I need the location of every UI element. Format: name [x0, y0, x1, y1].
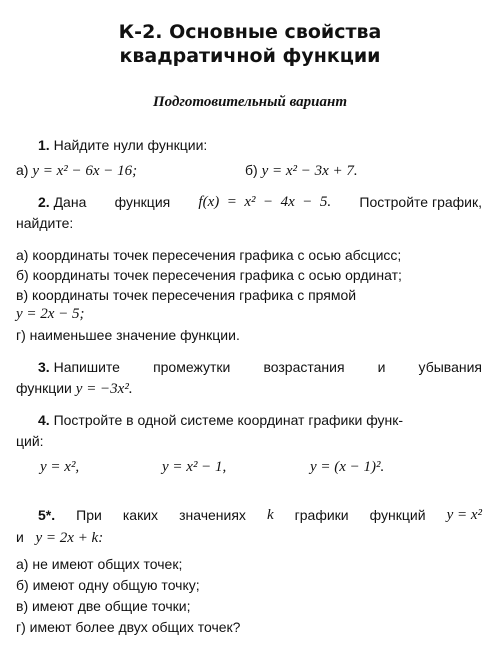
task1-number: 1.	[38, 137, 50, 153]
task4-heading	[38, 411, 403, 429]
task1-a-formula: y = x² − 6x − 16;	[32, 163, 138, 179]
task5-word: графики	[294, 507, 349, 523]
task2-heading	[38, 193, 482, 211]
task5-formula-1: y = x²	[446, 507, 482, 523]
task3-word: промежутки	[153, 359, 231, 375]
task2-item-b: б) координаты точек пересечения графика с осью ординат;	[16, 267, 402, 283]
task1-heading	[38, 136, 207, 154]
task2-formula: f(x) = x² − 4x − 5.	[198, 194, 332, 210]
task3-word: Напишите	[53, 359, 120, 375]
task4-formula-1: y = x²,	[40, 459, 80, 475]
task3-line1	[38, 358, 482, 376]
task3-word: возрастания	[263, 359, 345, 375]
task5-and: и	[16, 529, 24, 545]
task2-item-c: в) координаты точек пересечения графика с прямой	[16, 287, 357, 303]
task2-item-d: г) наименьшее значение функции.	[16, 327, 240, 343]
task3-word: убывания	[418, 359, 482, 375]
task2-text-line2: найдите:	[16, 215, 74, 231]
task5-item-d: г) имеют более двух общих точек?	[16, 619, 241, 635]
task5-item-c: в) имеют две общие точки;	[16, 598, 191, 614]
task1-item-b	[245, 161, 358, 180]
task5-formula-2: y = 2x + k:	[35, 530, 104, 546]
task2-item-c-formula: y = 2x − 5;	[16, 306, 85, 322]
variant-subtitle: Подготовительный вариант	[152, 94, 348, 110]
task1-item-a	[16, 161, 137, 180]
task5-number: 5*.	[38, 507, 56, 523]
page-title-line1: К-2. Основные свойства	[118, 21, 382, 43]
task1-text: Найдите нули функции:	[53, 137, 208, 153]
task2-number: 2.	[38, 194, 50, 210]
task2-lead	[38, 193, 86, 211]
task5-line1	[38, 506, 482, 524]
task4-text: Постройте в одной системе координат графики функ-	[53, 412, 404, 428]
task5-word: При	[76, 507, 102, 523]
task5-line2	[16, 528, 103, 547]
task3-line2	[16, 379, 133, 398]
task5-word: функций	[369, 507, 426, 523]
task3-lead	[38, 358, 120, 376]
task2-item-a: а) координаты точек пересечения графика с осью абсцисс;	[16, 247, 402, 263]
task4-text-line2: ций:	[16, 433, 44, 449]
task2-word: Дана	[53, 194, 87, 210]
task1-a-label: а)	[16, 162, 29, 178]
task3-number: 3.	[38, 359, 50, 375]
task5-k: k	[266, 507, 274, 523]
task3-formula: y = −3x².	[75, 381, 133, 397]
task3-line2-text: функции	[16, 380, 72, 396]
task2-text-end: Постройте график,	[359, 194, 482, 210]
task4-formula-3: y = (x − 1)².	[310, 459, 385, 475]
task4-formula-2: y = x² − 1,	[162, 459, 227, 475]
task2-word: функция	[114, 194, 171, 210]
task1-b-formula: y = x² − 3x + 7.	[261, 163, 358, 179]
task5-word: каких	[122, 507, 159, 523]
task3-word: и	[377, 359, 386, 375]
task5-word: значениях	[179, 507, 246, 523]
page-title-line2: квадратичной функции	[119, 45, 381, 67]
task4-number: 4.	[38, 412, 50, 428]
task1-b-label: б)	[245, 162, 258, 178]
task5-item-a: а) не имеют общих точек;	[16, 556, 183, 572]
task5-item-b: б) имеют одну общую точку;	[16, 577, 200, 593]
